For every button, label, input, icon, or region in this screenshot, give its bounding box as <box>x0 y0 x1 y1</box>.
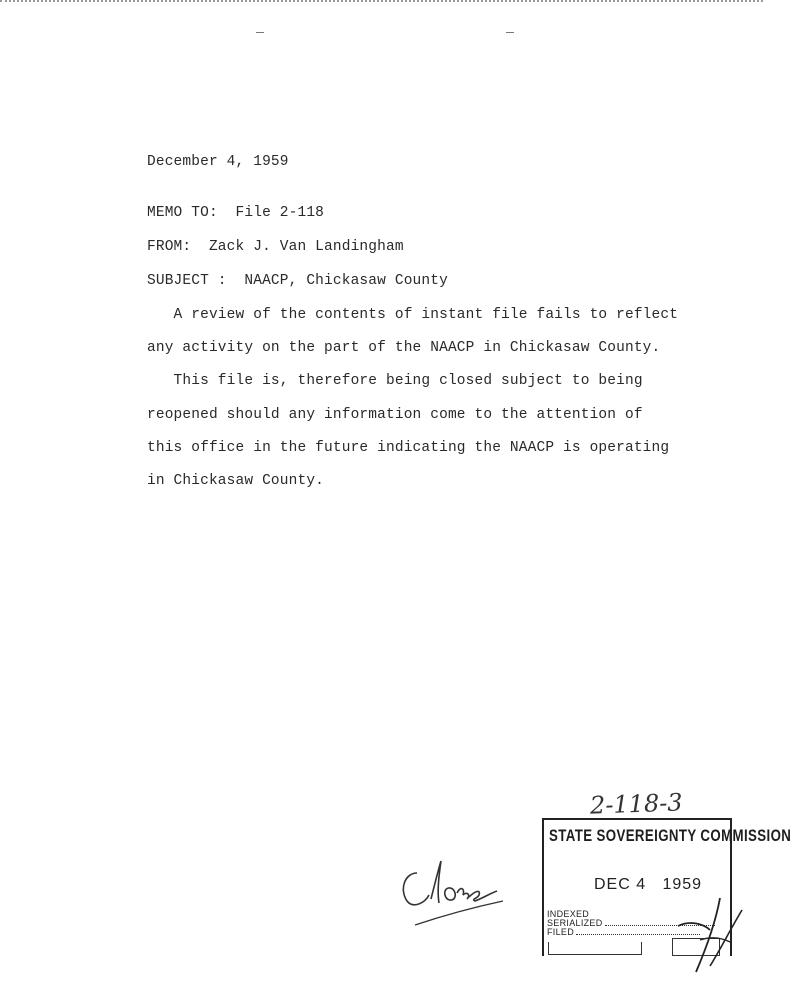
memo-body-line: This file is, therefore being closed subject to being <box>147 373 643 389</box>
memo-body-line: A review of the contents of instant file fails to reflect <box>147 307 679 323</box>
stamp-serialized-label: SERIALIZED <box>547 919 715 928</box>
stamp-box-left <box>548 942 642 955</box>
scan-mark <box>256 32 264 33</box>
scan-top-edge <box>0 0 763 8</box>
stamp-date: DEC 4 1959 <box>594 876 703 893</box>
memo-subject-line: SUBJECT : NAACP, Chickasaw County <box>147 273 448 289</box>
stamp-file-number: 2-118-3 <box>589 788 684 820</box>
memo-body-line: reopened should any information come to the attention of <box>147 407 643 423</box>
memo-date: December 4, 1959 <box>147 154 289 170</box>
memo-body-line: this office in the future indicating the NAACP is operating <box>147 440 670 456</box>
stamp-indexed-label: INDEXED <box>547 909 590 919</box>
handwritten-close-note <box>395 855 515 935</box>
memo-body-line: in Chickasaw County. <box>147 473 325 489</box>
scan-mark <box>506 32 514 33</box>
initials-signature <box>660 880 750 980</box>
stamp-title: STATE SOVEREIGNTY COMMISSION <box>549 826 791 845</box>
stamp-filed-label: FILED <box>547 928 700 937</box>
memo-body-line: any activity on the part of the NAACP in Chickasaw County. <box>147 340 661 356</box>
memo-from-line: FROM: Zack J. Van Landingham <box>147 239 404 255</box>
memo-to-line: MEMO TO: File 2-118 <box>147 205 325 221</box>
